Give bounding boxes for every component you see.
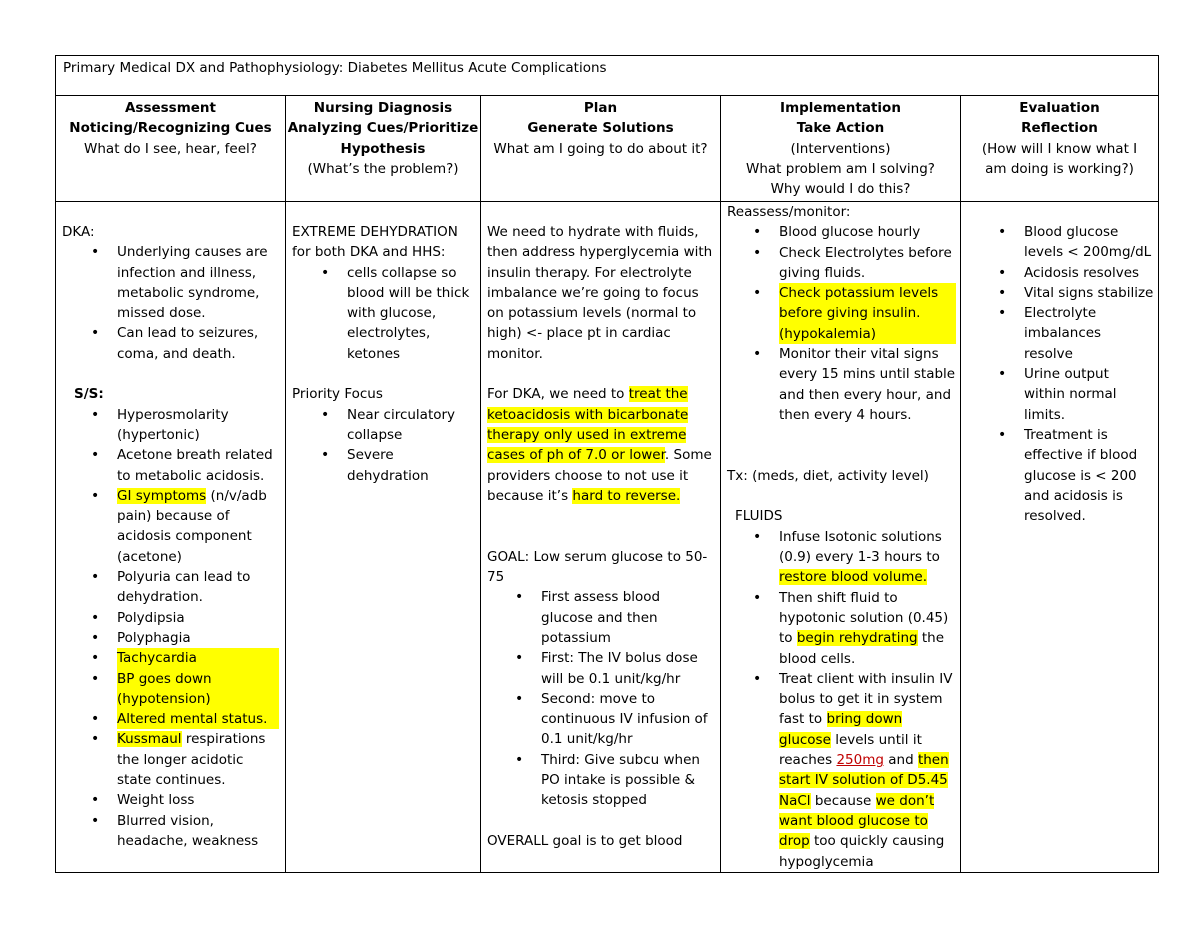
header-subtitle: Reflection [1021, 120, 1098, 137]
header-subtitle: Hypothesis [340, 140, 426, 157]
list-item-text: because [810, 792, 876, 809]
header-question: (How will I know what I [981, 140, 1138, 157]
assessment-cell [56, 202, 285, 872]
list-item-text: Treat client with insulin IV bolus to get it in system fast to [779, 670, 953, 728]
treatment-label: Tx: (meds, diet, activity level) [727, 467, 929, 484]
list-item: • Polydipsia [117, 608, 279, 628]
fluids-list [727, 527, 956, 872]
list-item-text: and [883, 752, 918, 769]
list-item: • Severe dehydration [347, 445, 474, 486]
list-item: • Can lead to seizures, coma, and death. [117, 323, 279, 364]
header-question: (What’s the problem?) [307, 160, 459, 177]
highlighted-text: Kussmaul [117, 731, 182, 748]
evaluation-cell [961, 202, 1158, 872]
list-item: • Treatment is effective if blood glucose is < 200 and acidosis is resolved. [1024, 425, 1154, 526]
header-assessment [56, 98, 285, 201]
signs-symptoms-label: S/S: [74, 386, 104, 403]
header-question: What do I see, hear, feel? [84, 140, 257, 157]
list-item: • First assess blood glucose and then potassium [541, 587, 714, 648]
list-item: • Check potassium levels before giving insulin. (hypokalemia) [779, 283, 956, 344]
header-title: Evaluation [1019, 100, 1100, 116]
list-item: • Polyphagia [117, 628, 279, 648]
list-item [779, 669, 956, 872]
list-item-text: levels until it reaches [779, 731, 922, 769]
header-implementation [721, 98, 960, 201]
dehydration-list [292, 263, 474, 364]
list-item: • Urine output within normal limits. [1024, 364, 1154, 425]
list-item: • Second: move to continuous IV infusion of 0.1 unit/kg/hr [541, 689, 714, 750]
plan-cell [481, 202, 720, 872]
list-item: • Altered mental status. [117, 709, 279, 729]
dka-label: DKA: [62, 224, 95, 240]
list-item: • BP goes down (hypotension) [117, 669, 279, 710]
header-question: What problem am I solving? [746, 160, 935, 177]
list-item: • Underlying causes are infection and illness, metabolic syndrome, missed dose. [117, 242, 279, 323]
header-subtitle: Take Action [796, 120, 885, 137]
plan-paragraph [487, 384, 714, 506]
list-item: • Hyperosmolarity (hypertonic) [117, 405, 279, 446]
list-item-text: (n/v/adb pain) because of acidosis component (acetone) [117, 487, 267, 565]
list-item-text: respirations the longer acidotic state continues. [117, 731, 266, 789]
priority-focus-label: Priority Focus [292, 386, 383, 403]
header-subtitle: Noticing/Recognizing Cues [69, 120, 272, 137]
header-question: am doing is working?) [985, 160, 1134, 177]
highlighted-text: restore blood volume. [779, 569, 927, 586]
list-item: • Vital signs stabilize [1024, 283, 1154, 303]
goal-list [487, 587, 714, 810]
reassess-list [727, 222, 956, 425]
list-item: • Blood glucose levels < 200mg/dL [1024, 222, 1154, 263]
highlighted-text: bring down glucose [779, 711, 903, 748]
list-item: • Monitor their vital signs every 15 mins until stable and then every hour, and then every 4 hours. [779, 344, 956, 425]
priority-list [292, 405, 474, 486]
list-item-text: the blood cells. [779, 630, 945, 667]
dka-list [62, 242, 285, 364]
goal-text: GOAL: Low serum glucose to 50-75 [487, 548, 708, 586]
red-underlined-text: 250mg [836, 752, 884, 769]
list-item-text: too quickly causing hypoglycemia [779, 833, 945, 870]
care-plan-table [55, 55, 1159, 873]
dehydration-heading: EXTREME DEHYDRATION for both DKA and HHS: [292, 224, 458, 261]
list-item: • Polyuria can lead to dehydration. [117, 567, 279, 608]
highlighted-text: hard to reverse. [572, 487, 681, 504]
list-item: • First: The IV bolus dose will be 0.1 unit/kg/hr [541, 648, 714, 689]
header-title: Plan [583, 100, 618, 116]
header-plan [481, 98, 720, 201]
reassess-label: Reassess/monitor: [727, 204, 851, 220]
list-item: • Check Electrolytes before giving fluids. [779, 243, 956, 284]
list-item-text: Then shift fluid to hypotonic solution (0.45) to [779, 589, 949, 647]
header-question: What am I going to do about it? [493, 140, 708, 157]
highlighted-text: treat the ketoacidosis with bicarbonate therapy only used in extreme cases of ph of 7.0 or lower [487, 386, 689, 464]
list-item [779, 527, 956, 588]
signs-list [62, 405, 285, 852]
highlighted-text: begin rehydrating [796, 630, 918, 647]
list-item [117, 486, 279, 567]
list-item [117, 729, 279, 790]
list-item: • Near circulatory collapse [347, 405, 474, 446]
header-question: (Interventions) [790, 140, 891, 157]
header-title: Assessment [124, 100, 217, 116]
list-item: • Weight loss [117, 790, 279, 810]
list-item: • cells collapse so blood will be thick with glucose, electrolytes, ketones [347, 263, 474, 364]
list-item: • Blood glucose hourly [779, 222, 956, 242]
list-item-text: Infuse Isotonic solutions (0.9) every 1-3 hours to [779, 528, 942, 566]
implementation-cell [721, 202, 960, 872]
table-title: Primary Medical DX and Pathophysiology: Diabetes Mellitus Acute Complications [56, 56, 1158, 96]
highlighted-text: then start IV solution of D5.45 NaCl [779, 752, 949, 809]
list-item: • Blurred vision, headache, weakness [117, 811, 279, 852]
header-title: Implementation [780, 100, 901, 116]
highlighted-text: GI symptoms [117, 487, 207, 504]
header-question: Why would I do this? [770, 181, 911, 198]
header-title: Nursing Diagnosis [313, 100, 453, 116]
plan-paragraph: We need to hydrate with fluids, then address hyperglycemia with insulin therapy. For electrolyte imbalance we’re going to focus on potassium levels (normal to high) <- place pt in cardiac monitor. [487, 224, 713, 362]
highlighted-text: we don’t want blood glucose to drop [779, 792, 935, 850]
plan-text: For DKA, we need to [487, 386, 629, 403]
header-subtitle: Analyzing Cues/Prioritize [287, 120, 479, 137]
header-nursing-diagnosis [286, 98, 480, 201]
nursing-diagnosis-cell [286, 202, 480, 872]
header-subtitle: Generate Solutions [527, 120, 674, 137]
list-item [779, 588, 956, 669]
header-evaluation [961, 98, 1158, 201]
plan-text: . Some providers choose to not use it because it’s [487, 447, 712, 504]
evaluation-list [967, 222, 1154, 526]
list-item: • Electrolyte imbalances resolve [1024, 303, 1154, 364]
list-item: • Acetone breath related to metabolic acidosis. [117, 445, 279, 486]
fluids-label: FLUIDS [735, 508, 783, 525]
overall-goal-text: OVERALL goal is to get blood [487, 832, 683, 849]
list-item: • Acidosis resolves [1024, 263, 1154, 283]
list-item: • Tachycardia [117, 648, 279, 668]
list-item: • Third: Give subcu when PO intake is possible & ketosis stopped [541, 750, 714, 811]
